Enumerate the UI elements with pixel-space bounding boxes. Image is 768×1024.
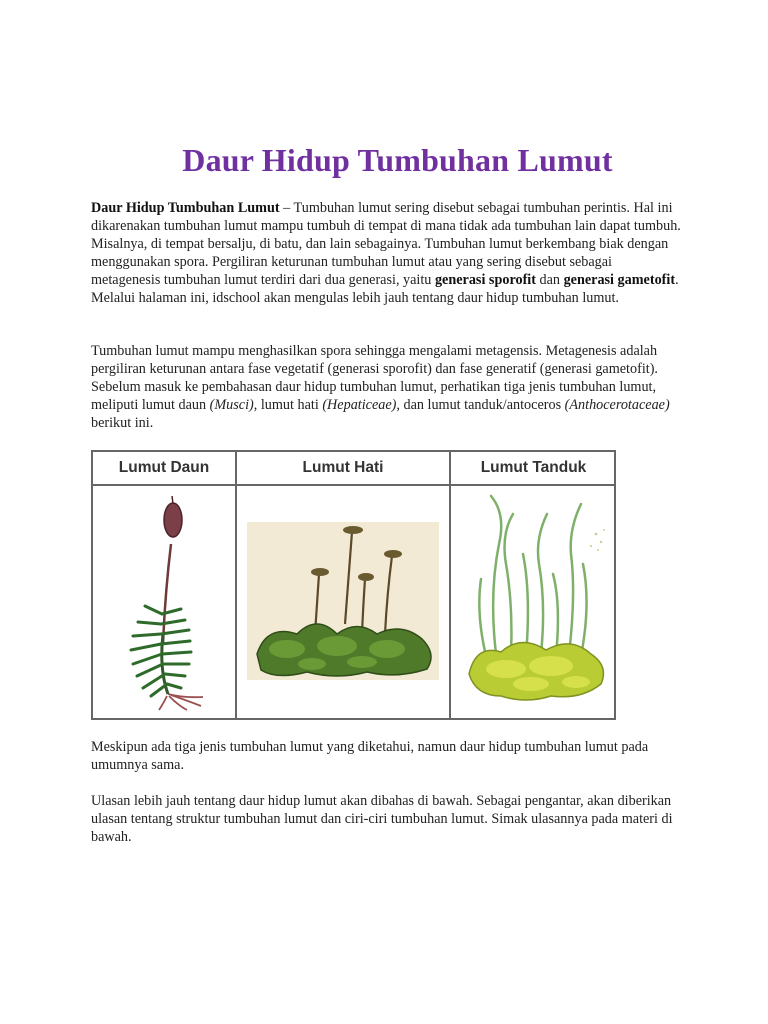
- lumut-tanduk-illustration: [451, 484, 616, 720]
- lumut-hati-illustration: [237, 484, 449, 720]
- column-label-lumut-hati: Lumut Hati: [302, 459, 384, 476]
- metagenesis-paragraph: [91, 343, 681, 433]
- intro-text-1: – Tumbuhan lumut sering disebut sebagai tumbuhan perintis. Hal ini dikarenakan tumbuhan lumut mampu tumbuh di tempat di mana tidak ada tumbuhan lain dapat tumbuh. Misalnya, di tempat bersalju, di batu, dan lain sebagainya. Tumbuhan lumut berkembang biak dengan menggunakan spora. Pergiliran keturunan tumbuhan lumut atau yang sering disebut sebagai metagenesis tumbuhan lumut terdiri dari dua generasi, yaitu: [91, 200, 681, 288]
- summary-paragraph: Meskipun ada tiga jenis tumbuhan lumut yang diketahui, namun daur hidup tumbuhan lumut pada umumnya sama.: [91, 739, 649, 773]
- intro-paragraph: [91, 200, 681, 307]
- intro-text-2: dan: [535, 271, 564, 288]
- page-title: Daur Hidup Tumbuhan Lumut: [182, 142, 613, 178]
- para2-text-1: Tumbuhan lumut mampu menghasilkan spora sehingga mengalami metagensis. Metagenesis adalah pergiliran keturunan antara fase vegetatif (generasi sporofit) dan fase generatif (generasi gametofit). Sebelum masuk ke pembahasan daur hidup tumbuhan lumut, perhatikan tiga jenis tumbuhan lumut, meliputi lumut daun: [91, 343, 658, 413]
- term-sporofit: generasi sporofit: [434, 271, 536, 288]
- column-label-lumut-daun: Lumut Daun: [118, 459, 210, 476]
- para2-text-3: , dan lumut tanduk/antoceros: [396, 396, 565, 413]
- term-anthocerotaceae: (Anthocerotaceae): [564, 396, 670, 413]
- intro-lead: Daur Hidup Tumbuhan Lumut: [91, 200, 280, 216]
- term-musci: (Musci): [209, 396, 254, 413]
- lumut-daun-illustration: [93, 484, 235, 720]
- para2-text-4: berikut ini.: [91, 414, 154, 431]
- moss-types-figure: [91, 450, 616, 720]
- term-gametofit: generasi gametofit: [563, 271, 676, 288]
- column-label-lumut-tanduk: Lumut Tanduk: [480, 459, 587, 476]
- para2-text-2: , lumut hati: [253, 396, 323, 413]
- term-hepaticeae: (Hepaticeae): [322, 396, 397, 413]
- outro-paragraph: Ulasan lebih jauh tentang daur hidup lumut akan dibahas di bawah. Sebagai pengantar, akan diberikan ulasan tentang struktur tumbuhan lumut dan ciri-ciri tumbuhan lumut. Simak ulasannya pada materi di bawah.: [91, 793, 673, 845]
- intro-text-3: . Melalui halaman ini, idschool akan mengulas lebih jauh tentang daur hidup tumbuhan lumut.: [91, 271, 679, 306]
